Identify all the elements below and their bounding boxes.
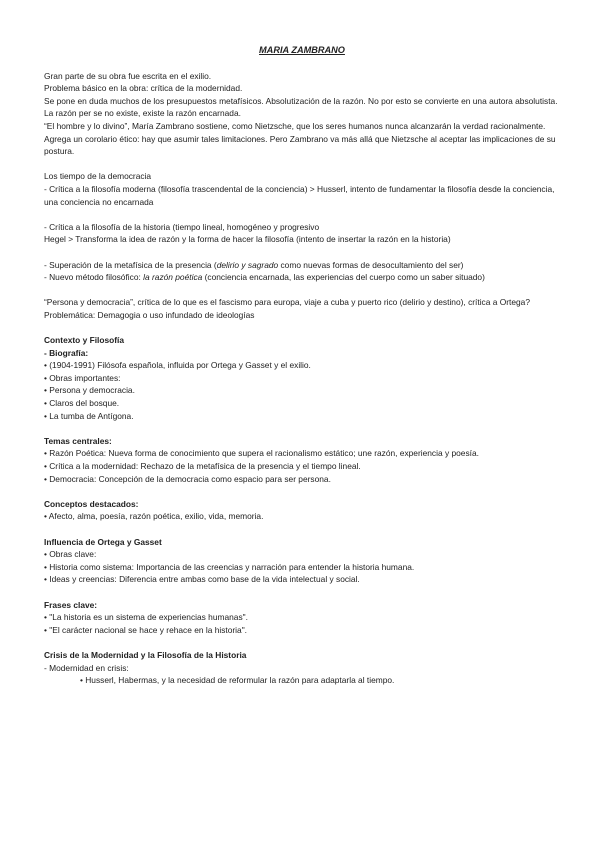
list-item: • Crítica a la modernidad: Rechazo de la metafísica de la presencia y el tiempo lineal. [44, 461, 361, 471]
page-title: MARIA ZAMBRANO [259, 45, 345, 55]
intro-line: Gran parte de su obra fue escrita en el exilio. [44, 70, 212, 81]
list-item: • Claros del bosque. [44, 398, 120, 409]
section-heading: Conceptos destacados: [44, 498, 139, 509]
section-heading: Los tiempo de la democracia [44, 171, 152, 182]
list-item: • Historia como sistema: Importancia de las creencias y narración para entender la historia humana. [44, 561, 415, 572]
list-item: • "La historia es un sistema de experiencias humanas". [44, 612, 248, 623]
section-heading: Contexto y Filosofía [44, 335, 125, 346]
paragraph: Problemática: Demagogia o uso infundado de ideologías [44, 309, 255, 320]
paragraph: - Crítica a la filosofía de la historia (tiempo lineal, homogéneo y progresivo [44, 221, 320, 232]
paragraph: Hegel > Transforma la idea de razón y la forma de hacer la filosofía (intento de insertar la razón en la historia) [44, 234, 451, 245]
intro-line: Se pone en duda muchos de los presupuestos metafísicos. Absolutización de la razón. No por esto se convierte en una autora absolutista. La razón per se no existe, existe la razón encarnada. [44, 95, 558, 119]
section-heading: Influencia de Ortega y Gasset [44, 536, 162, 547]
section-heading: Crisis de la Modernidad y la Filosofía de la Historia [44, 649, 247, 660]
section-heading: Frases clave: [44, 599, 98, 610]
paragraph: - Superación de la metafísica de la presencia (delirio y sagrado como nuevas formas de desocultamiento del ser) [44, 259, 464, 270]
intro-line: Problema básico en la obra: crítica de la modernidad. [44, 83, 243, 94]
list-item: • (1904-1991) Filósofa española, influida por Ortega y Gasset y el exilio. [44, 360, 311, 371]
list-item: • Razón Poética: Nueva forma de conocimiento que supera el racionalismo estático; une razón, experiencia y poesía. [44, 448, 479, 459]
list-item: • Persona y democracia. [44, 385, 135, 396]
list-item: • Afecto, alma, poesía, razón poética, exilio, vida, memoria. [44, 511, 264, 522]
list-item: • Ideas y creencias: Diferencia entre ambas como base de la vida intelectual y social. [44, 574, 360, 585]
list-item: • Obras clave: [44, 549, 97, 560]
paragraph: - Crítica a la filosofía moderna (filosofía trascendental de la conciencia) > Husserl, intento de fundamentar la filosofía desde la conciencia, una conciencia no encarnada [44, 183, 555, 207]
paragraph: - Nuevo método filosófico: la razón poética (conciencia encarnada, las experiencias del cuerpo como un saber situado) [44, 272, 485, 283]
list-item: • "El carácter nacional se hace y rehace en la historia". [44, 624, 248, 635]
list-item: • La tumba de Antígona. [44, 410, 134, 421]
section-heading: Temas centrales: [44, 435, 112, 446]
list-item: • Husserl, Habermas, y la necesidad de reformular la razón para adaptarla al tiempo. [80, 675, 395, 686]
subheading: - Biografía: [44, 347, 89, 358]
list-item: • Obras importantes: [44, 372, 121, 383]
list-item: • Democracia: Concepción de la democracia como espacio para ser persona. [44, 473, 331, 484]
document-page [44, 44, 560, 687]
intro-line: “El hombre y lo divino”, María Zambrano sostiene, como Nietzsche, que los seres humanos nunca alcanzarán la verdad racionalmente. Agrega un corolario ético: hay que asumir tales limitaciones. Pero Zambrano va más allá que Nietzsche al aceptar las implicaciones de su postura. [44, 120, 556, 157]
paragraph: “Persona y democracia”, crítica de lo que es el fascismo para europa, viaje a cuba y puerto rico (delirio y destino), crítica a Ortega? [44, 297, 530, 308]
list-item: - Modernidad en crisis: [44, 662, 129, 673]
